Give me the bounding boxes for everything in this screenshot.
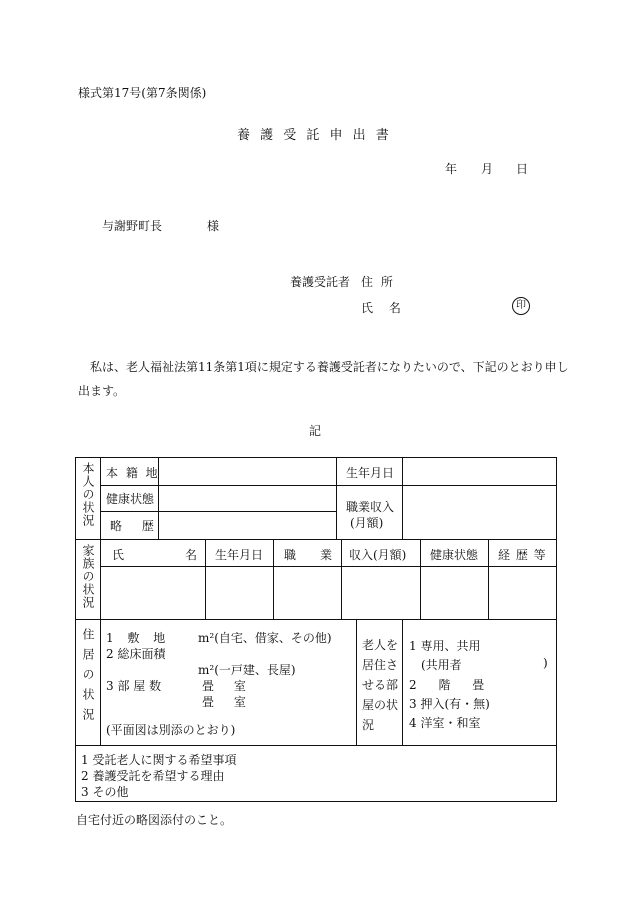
col-divider — [341, 539, 342, 619]
residence-plan-note: (平面図は別添のとおり) — [106, 723, 236, 737]
occupation-income-unit: (月額) — [350, 516, 384, 530]
name-label: 氏 名 — [361, 301, 407, 315]
family-header-history: 経 歴 等 — [498, 548, 547, 562]
room-label-2: 居住さ — [362, 658, 399, 672]
seal-mark: 印 — [512, 297, 530, 315]
row-divider — [75, 745, 557, 746]
room-label-3: せる部 — [362, 678, 399, 692]
health-label: 健康状態 — [106, 492, 155, 506]
family-header-birth: 生年月日 — [215, 548, 264, 562]
col-divider — [402, 619, 403, 745]
col-divider — [100, 457, 101, 745]
row-divider — [100, 511, 336, 512]
col-divider — [205, 539, 206, 619]
col-divider — [356, 619, 357, 745]
ki-label: 記 — [309, 424, 322, 438]
residence-line-3: 3 部 屋 数 — [106, 679, 162, 693]
form-number: 様式第17号(第7条関係) — [78, 86, 207, 100]
statement-line-1: 私は、老人福祉法第11条第1項に規定する養護受託者になりたいので、下記のとおり申し — [90, 360, 569, 374]
family-header-occupation-2: 業 — [320, 548, 333, 562]
room-line-4: 3 押入(有・無) — [409, 697, 490, 711]
section-personal: 本人の状況 — [81, 462, 95, 527]
room-label-1: 老人を — [362, 638, 399, 652]
history-label: 略 歴 — [110, 519, 162, 533]
room-label-4: 屋の状 — [362, 698, 399, 712]
honseki-label: 本 籍 地 — [106, 466, 160, 480]
room-label-5: 況 — [362, 718, 375, 732]
birth-label: 生年月日 — [346, 466, 395, 480]
date-month: 月 — [481, 162, 494, 176]
row-divider — [100, 485, 557, 486]
room-line-3: 2 階 畳 — [409, 678, 485, 692]
family-header-occupation-1: 職 — [284, 548, 297, 562]
family-header-name-2: 名 — [185, 548, 198, 562]
row-divider — [75, 619, 557, 620]
residence-line-1: 1 敷 地 — [106, 631, 166, 645]
date-day: 日 — [516, 162, 529, 176]
note-3: 3 その他 — [81, 785, 129, 799]
note-1: 1 受託老人に関する希望事項 — [81, 753, 237, 767]
note-2: 2 養護受託を希望する理由 — [81, 769, 225, 783]
residence-line-2: 2 総床面積 — [106, 647, 166, 661]
document-title: 養 護 受 託 申 出 書 — [237, 128, 392, 143]
residence-room-1: 畳 室 — [202, 679, 246, 693]
col-divider — [402, 457, 403, 539]
section-residence: 住居の状況 — [81, 628, 95, 728]
residence-floor-unit: m²(一戸建、長屋) — [198, 663, 296, 677]
col-divider — [336, 457, 337, 539]
section-family: 家族の状況 — [81, 544, 95, 609]
family-header-name-1: 氏 — [112, 548, 125, 562]
occupation-income-label: 職業収入 — [346, 500, 395, 514]
addressee: 与謝野町長 — [102, 219, 163, 233]
room-line-2: (共用者 — [421, 658, 462, 672]
room-line-2-close: ) — [543, 656, 548, 670]
room-line-1: 1 専用、共用 — [409, 639, 481, 653]
statement-line-2: 出ます。 — [78, 384, 126, 398]
date-year: 年 — [445, 162, 458, 176]
col-divider — [488, 539, 489, 619]
residence-site-unit: m²(自宅、借家、その他) — [198, 631, 332, 645]
col-divider — [273, 539, 274, 619]
col-divider — [420, 539, 421, 619]
honorific: 様 — [207, 219, 220, 233]
family-header-income: 収入(月額) — [349, 548, 407, 562]
row-divider — [75, 539, 557, 540]
applicant-label: 養護受託者 — [290, 275, 351, 289]
address-label: 住 所 — [361, 275, 395, 289]
room-line-5: 4 洋室・和室 — [409, 716, 481, 730]
residence-room-2: 畳 室 — [202, 695, 246, 709]
footer-note: 自宅付近の略図添付のこと。 — [76, 813, 233, 827]
family-header-health: 健康状態 — [430, 548, 479, 562]
